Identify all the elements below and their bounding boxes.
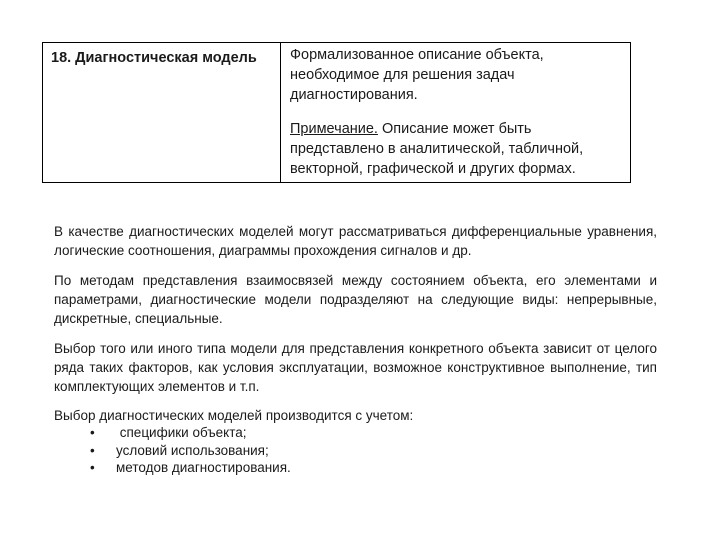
bullet-icon: • — [90, 460, 95, 475]
term-definition-table — [42, 42, 631, 183]
list-item-text: условий использования; — [116, 442, 269, 458]
paragraph-model-choice-factors: Выбор того или иного типа модели для представления конкретного объекта зависит от целого ряда таких факторов, как условия эксплуатации, возможное конструктивное выполнение, тип комплектующих элементов и т.п. — [54, 341, 657, 394]
term-name: 18. Диагностическая модель — [51, 50, 257, 66]
list-item-text: специфики объекта; — [116, 425, 247, 440]
paragraph-model-types-examples: В качестве диагностических моделей могут рассматриваться дифференциальные уравнения, логические соотношения, диаграммы прохождения сигналов и др. — [54, 224, 657, 258]
bullet-icon: • — [90, 442, 95, 458]
term-definition: Формализованное описание объекта, необходимое для решения задач диагностирования. — [290, 47, 544, 103]
paragraph-model-selection-intro: Выбор диагностических моделей производится с учетом: — [54, 408, 414, 423]
list-item — [90, 424, 291, 442]
note-label: Примечание. — [290, 121, 378, 137]
selection-criteria-list — [90, 424, 291, 477]
definition-cell — [281, 43, 630, 182]
paragraph-model-classification: По методам представления взаимосвязей между состоянием объекта, его элементами и параметрами, диагностические модели подразделяют на следующие виды: непрерывные, дискретные, специальные. — [54, 273, 657, 326]
note-text: Описание может быть представлено в аналитической, табличной, векторной, графической и других формах. — [290, 121, 584, 177]
term-note — [290, 119, 622, 179]
term-cell — [43, 43, 281, 182]
bullet-icon: • — [90, 425, 95, 440]
list-item — [90, 442, 291, 460]
list-item-text: методов диагностирования. — [116, 460, 291, 475]
list-item — [90, 459, 291, 477]
